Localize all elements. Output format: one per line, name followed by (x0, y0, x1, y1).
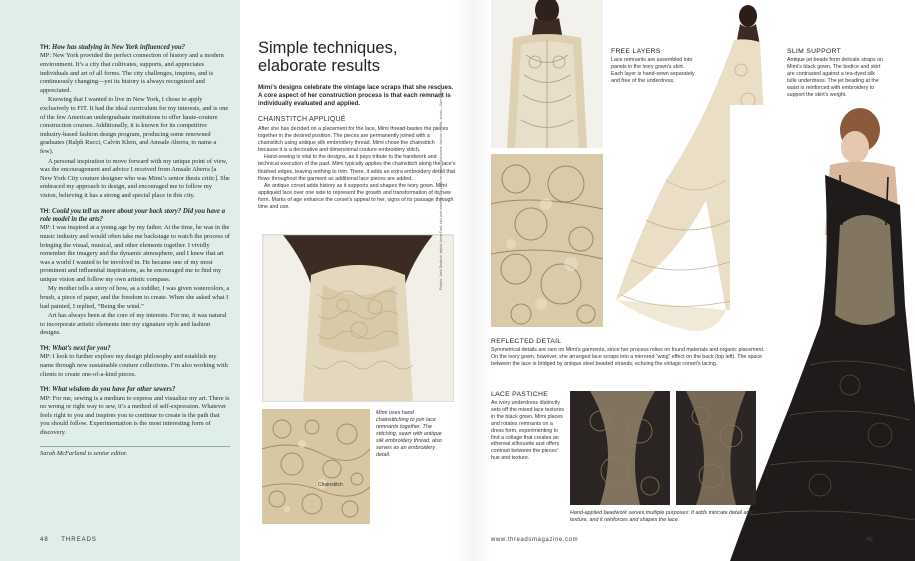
question: TH: How has studying in New York influenced you? (40, 44, 186, 51)
question: TH: Could you tell us more about your back story? Did you have a role model in the arts? (40, 207, 225, 223)
lace-pastiche-heading: LACE PASTICHE (491, 391, 549, 398)
website-url: www.threadsmagazine.com (491, 537, 579, 543)
reflected-detail-heading: REFLECTED DETAIL (491, 338, 562, 345)
chainstitch-illustration (262, 409, 370, 524)
chainstitch-closeup-photo (262, 409, 370, 524)
article-deck: Mimi’s designs celebrate the vintage lace scraps that she rescues. A core aspect of her construction process is that each remnant is individually evaluated and applied. (258, 84, 454, 107)
photo-credit: Photos: Jack Deutsch; stylist: Anna Fast; hair and makeup: Pat Lugo for Halley Resources; fashion credits: shoes—Sam Edelman (439, 83, 443, 290)
qa-block-4 (40, 386, 230, 437)
answer: MP: New York provided the perfect connection of history and a modern environment. It’s a city that cultivates, supports, and appreciates individuals and art of all forms. The city challenges, inspires, and is continuously changing—yet its history is always recognized and appreciated. (40, 52, 224, 94)
skirt-detail-illustration (491, 154, 603, 327)
body-paragraph: An antique corset adds history as it supports and shapes the ivory gown. Mimi appliquéd lace over one side to represent the growth and transformation of its new form. Marks of age enhance the corset’s appeal to her, signs of its passage through time and use. (258, 182, 454, 211)
slim-support-box (787, 48, 885, 98)
answer: Art has always been at the core of my interests. For me, it was natural to incorporate artistic elements into my signature style and fashion designs. (40, 312, 227, 337)
back-view-illustration (491, 0, 603, 148)
lace-pastiche-text: An ivory underdress distinctly sets off the mixed lace textures in the black gown. Mimi places and rotates remnants on a dress form, experimenting to find a collage that creates an ethereal silhouette and offers contrast between the pieces’ hue and texture. (491, 400, 564, 462)
body-paragraph: Hand-sewing is vital to the designs, as it pays tribute to the handwork and technical execution of the past. Mimi typically applies the chainstitch along the lace’s finished edges, leaving nothing to trim. There, it adds an extra embroidery detail that flows throughout the garment as additional lace pieces are added. (258, 154, 456, 182)
beadwork-closeup-2-photo (676, 391, 756, 505)
beadwork-2-illustration (676, 391, 756, 505)
body-paragraph: After she has decided on a placement for the lace, Mimi thread-bastes the pieces together in the desired position. The pieces are permanently joined with a chainstitch using antique silk embroidery thread. Mimi chose the chainstitch because it is a decorative and dimensional couture embroidery stitch. (258, 126, 449, 154)
right-page-number: 49 (866, 537, 873, 543)
subhead: CHAINSTITCH APPLIQUÉ (258, 116, 346, 123)
qa-section (40, 44, 230, 458)
corset-front-photo (262, 234, 454, 402)
free-layers-text: Lace remnants are assembled into panels in the ivory gown’s skirt. Each layer is hand-sewn separately and free of the underdress. (611, 57, 695, 84)
left-page-sidebar (0, 0, 240, 561)
magazine-name: THREADS (61, 537, 97, 543)
chainstitch-caption: Mimi uses hand chainstitching to join lace remnants together. The stitching, sewn with antique silk embroidery thread, also serves as an embroidery detail. (376, 410, 442, 458)
slim-support-heading: SLIM SUPPORT (787, 48, 842, 55)
chainstitch-label: Chainstitch (318, 482, 343, 488)
qa-block-3 (40, 345, 230, 379)
question: TH: What’s next for you? (40, 345, 111, 353)
qa-block-2 (40, 208, 230, 339)
free-layers-box (611, 48, 695, 85)
article-title: Simple techniques, elaborate results (258, 39, 398, 75)
reflected-detail-box (491, 338, 769, 368)
answer: MP: I was inspired at a young age by my father. At the time, he was in the music industry and would often take me backstage to watch the process of bringing the visual, musical, and other elements together. I vividly remember the imagery and the dynamic atmosphere, and I knew that art was a world I wanted to be involved in. He became one of my most prominent and influential inspirations, as he encouraged me to find my unique vision and follow my own artistic compass. (40, 224, 230, 283)
skirt-detail-photo (491, 154, 603, 327)
answer: MP: I look to further explore my design philosophy and establish my name through new sustainable couture collections. I’m also working with clients to create one-of-a-kind pieces. (40, 353, 228, 378)
left-folio (40, 537, 107, 543)
page-number: 48 (40, 537, 49, 543)
answer: A personal inspiration to move forward with my unique point of view, was the encouragement and advice I received from Amsale Aberra [a New York City couture designer who was Mimi’s senior thesis critic]. She embraced my approach to design, and encouraged me to follow my vision, believing it has a strong and special place in this city. (40, 157, 230, 199)
answer: My mother tells a story of how, as a toddler, I was given watercolors, a brush, a piece of paper, and the freedom to create. When she asked what I had painted, I replied, “Being the wind.” (40, 285, 230, 310)
slim-support-text: Antique jet beads form delicate straps on Mimi’s black gown. The bodice and skirt are contrasted against a tea-dyed silk tulle underdress. The jet beading at the waist is reinforced with embroidery to support the skirt’s weight. (787, 57, 883, 98)
reflected-detail-text: Symmetrical details are rare on Mimi’s garments, since her process relies on found materials and organic placement. On the ivory gown, however, she arranged lace scraps into a mirrored “wing” effect on the back (top left). The space between the lace is bridged by antique steel beaded strands, echoing the vintage corset’s lacing. (491, 347, 765, 367)
question: TH: What wisdom do you have for other sewers? (40, 386, 176, 394)
free-layers-heading: FREE LAYERS (611, 48, 661, 55)
corset-illustration (263, 235, 454, 402)
beadwork-caption: Hand-applied beadwork serves multiple purposes: It adds intricate detail and texture, and it reinforces and shapes the lace. (570, 510, 753, 523)
beadwork-1-illustration (570, 391, 670, 505)
black-gown-illustration (730, 105, 915, 561)
answer: MP: For me, sewing is a medium to express and visualize my art. There is no wrong or right way to sew, it’s a method of self-expression. Whatever feels right to you and inspires you to continue to create is the path that you should follow. Experimentation is the most interesting form of discovery. (40, 394, 230, 436)
author-byline: Sarah McFarland is senior editor. (40, 446, 230, 459)
qa-block-1 (40, 44, 230, 201)
lace-pastiche-box (491, 391, 565, 462)
black-gown-model-photo (730, 105, 915, 561)
article-column (258, 40, 456, 211)
gutter (455, 0, 491, 561)
beadwork-closeup-1-photo (570, 391, 670, 505)
back-view-photo (491, 0, 603, 148)
answer: Knowing that I wanted to live in New York, I chose to apply exclusively to FIT. It had the ideal curriculum for my interests, and is one of the few American undergraduate institutions to offer haute-couture construction courses. Additionally, it is known for its competitive industry-based fashion design program, producing some renowned graduates (Ralph Rucci, Calvin Klein, and Amsale Aberra, to name a few). (40, 96, 229, 155)
